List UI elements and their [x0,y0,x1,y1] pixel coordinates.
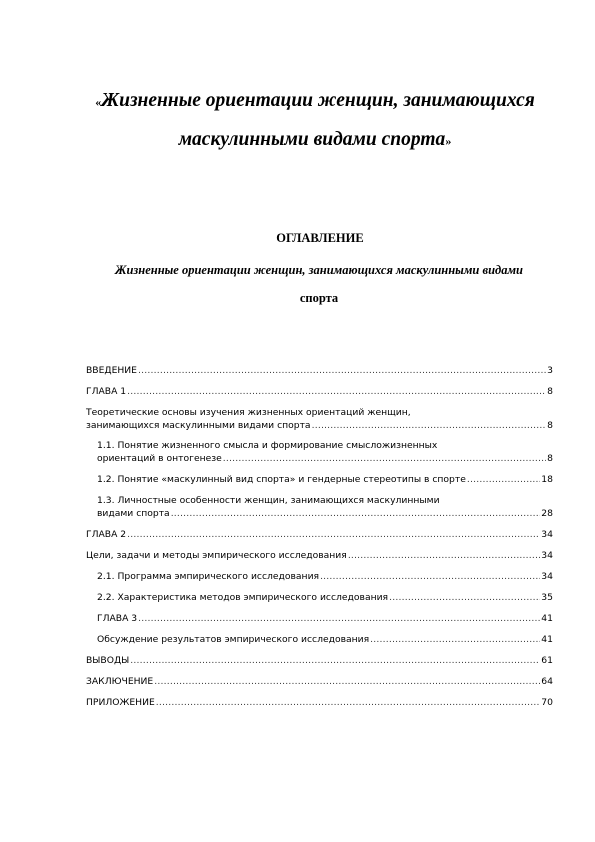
toc-leader-dots [156,696,541,709]
toc-entry-text: видами спорта [97,508,170,519]
title-line-1 [70,82,560,121]
toc-entry-summary[interactable] [86,675,553,688]
toc-entry-conclusions[interactable] [86,654,553,667]
toc-leader-dots [348,549,540,562]
toc-entry-page: 70 [541,697,553,708]
toc-leader-dots [370,633,540,646]
toc-leader-dots [154,675,540,688]
toc-entry-chapter-2[interactable] [86,528,553,541]
toc-entry-introduction[interactable] [86,364,553,377]
toc-entry-page: 18 [541,474,553,485]
title-text-line-2: маскулинными видами спорта [178,129,446,150]
toc-leader-dots [389,591,540,604]
toc-subtitle [80,256,558,312]
toc-entry-chapter-3[interactable] [86,612,553,625]
toc-entry-text: Обсуждение результатов эмпирического исследования [97,634,370,645]
toc-entry-page: 28 [541,508,553,519]
toc-entry-text: ГЛАВА 3 [97,613,138,624]
toc-entry-text: ЗАКЛЮЧЕНИЕ [86,676,154,687]
toc-subtitle-line-2: спорта [299,291,339,305]
toc-entry-text: ГЛАВА 1 [86,386,127,397]
toc-entry-text: 2.2. Характеристика методов эмпирического исследования [97,592,389,603]
toc-leader-dots [312,419,547,432]
toc-leader-dots [171,507,541,520]
toc-leader-dots [138,364,546,377]
toc-entry-page: 3 [547,365,553,376]
toc-entry-page: 64 [541,676,553,687]
toc-entry-page: 34 [541,571,553,582]
toc-entry-text: Цели, задачи и методы эмпирического исследования [86,550,347,561]
toc-entry-appendix[interactable] [86,696,553,709]
toc-entry-text-line-1: 1.3. Личностные особенности женщин, занимающихся маскулинными [97,495,440,506]
toc-entry-page: 41 [541,613,553,624]
toc-entry-text: ГЛАВА 2 [86,529,127,540]
toc-entry-page: 8 [547,420,553,431]
toc-entry-text: ПРИЛОЖЕНИЕ [86,697,155,708]
toc-entry-page: 35 [541,592,553,603]
toc-entry-page: 8 [547,453,553,464]
title-open-quote: « [95,95,102,109]
toc-entry-text: 2.1. Программа эмпирического исследования [97,571,320,582]
toc-subtitle-line-1: Жизненные ориентации женщин, занимающихся маскулинными видами [114,263,524,277]
toc-leader-dots [320,570,540,583]
title-close-quote: » [445,134,452,148]
toc-entry-1-3[interactable] [86,494,553,520]
toc-entry-text-line-1: 1.1. Понятие жизненного смысла и формирование смысложизненных [97,440,438,451]
toc-leader-dots [127,528,540,541]
toc-entry-page: 8 [547,386,553,397]
toc-entry-page: 34 [541,529,553,540]
toc-entry-text: занимающихся маскулинными видами спорта [86,420,311,431]
toc-entry-page: 34 [541,550,553,561]
document-title [70,82,560,160]
toc-entry-1-2[interactable] [86,473,553,486]
toc-leader-dots [223,452,546,465]
toc-leader-dots [467,473,540,486]
toc-entry-chapter-1[interactable] [86,385,553,398]
toc-entry-text: 1.2. Понятие «маскулинный вид спорта» и гендерные стереотипы в спорте [97,474,466,485]
toc-entry-page: 41 [541,634,553,645]
toc-entry-text: ВЫВОДЫ [86,655,130,666]
table-of-contents [86,364,553,717]
toc-leader-dots [127,385,546,398]
toc-leader-dots [130,654,540,667]
title-line-2 [70,121,560,160]
toc-entry-2-1[interactable] [86,570,553,583]
toc-entry-text: ВВЕДЕНИЕ [86,365,137,376]
toc-entry-page: 61 [541,655,553,666]
toc-entry-goals-methods[interactable] [86,549,553,562]
title-text-line-1: Жизненные ориентации женщин, занимающихся [101,90,535,111]
toc-entry-1-1[interactable] [86,439,553,465]
toc-entry-text: ориентаций в онтогенезе [97,453,222,464]
toc-heading: ОГЛАВЛЕНИЕ [276,231,364,245]
toc-leader-dots [138,612,540,625]
toc-entry-text-line-1: Теоретические основы изучения жизненных ориентаций женщин, [86,407,411,418]
toc-entry-theoretical-foundations[interactable] [86,406,553,432]
toc-entry-2-2[interactable] [86,591,553,604]
toc-entry-discussion[interactable] [86,633,553,646]
